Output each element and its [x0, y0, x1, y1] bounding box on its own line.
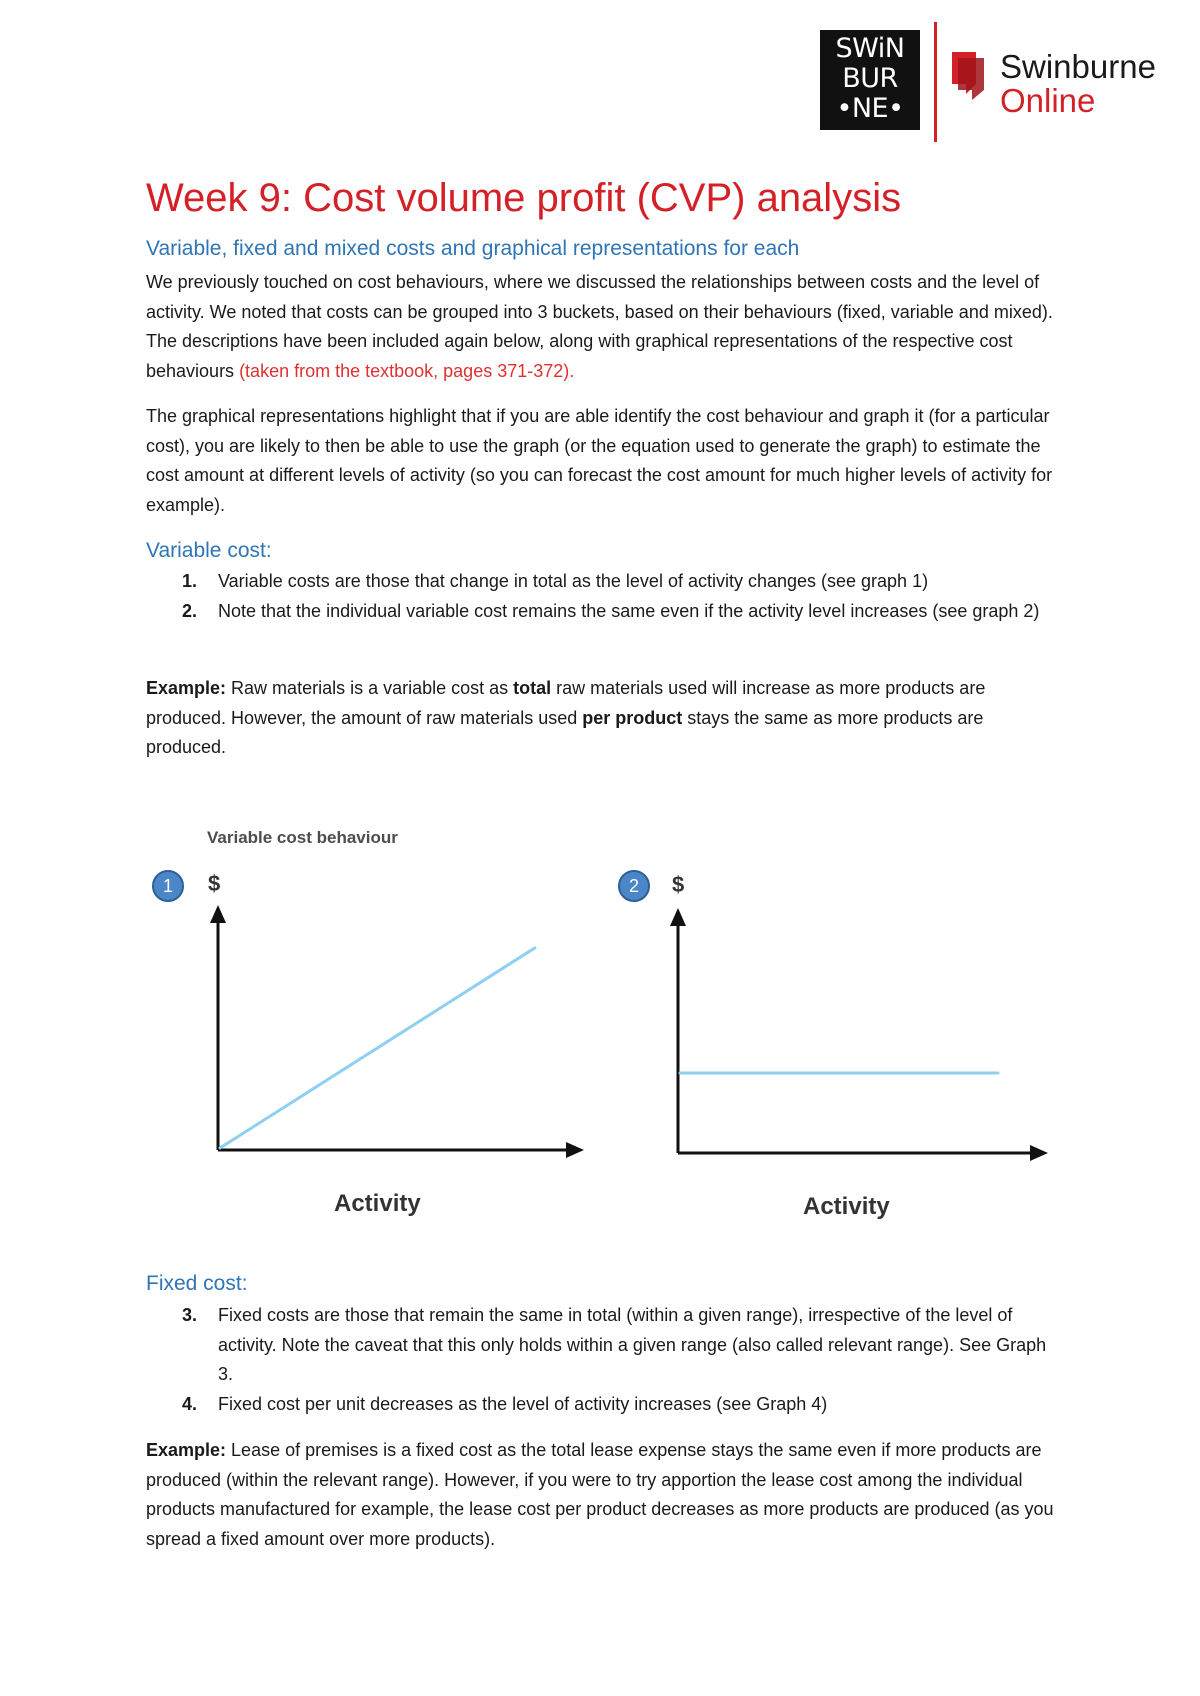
intro-paragraph: [146, 268, 1064, 386]
page-title: Week 9: Cost volume profit (CVP) analysis: [146, 176, 902, 220]
fixed-example-paragraph: [146, 1436, 1064, 1554]
graph-title: Variable cost behaviour: [207, 828, 398, 847]
variable-example-paragraph: [146, 674, 1064, 763]
example-text: raw materials used will increase as more products are produced. However, the amount of raw materials used: [146, 678, 986, 728]
list-text: Fixed costs are those that remain the same in total (within a given range), irrespective of the level of activity. Note the caveat that this only holds within a given range (also called relevant range). See Graph 3.: [218, 1305, 1047, 1384]
list-text: Variable costs are those that change in total as the level of activity changes (see graph 1): [218, 571, 929, 591]
logo-line-2: BUR: [842, 63, 898, 94]
graph-2-y-label: $: [672, 872, 685, 897]
example-label: Example:: [146, 678, 227, 698]
graph-2-chart: [660, 908, 1050, 1168]
example-text: Lease of premises is a fixed cost as the total lease expense stays the same even if more products are produced (within the relevant range). However, if you were to try apportion the lease cost among the individual products manufactured for example, the lease cost per product decreases as more products are produced (as you spread a fixed amount over more products).: [146, 1440, 1054, 1549]
graph-1-y-arrow: [210, 905, 226, 923]
variable-cost-list: [146, 567, 1064, 626]
page-subtitle: Variable, fixed and mixed costs and graphical representations for each: [146, 237, 800, 260]
list-item: [146, 597, 1064, 627]
graph-2-y-arrow: [670, 908, 686, 926]
graph-2-badge: 2: [618, 870, 650, 902]
graph-2-x-label: Activity: [803, 1193, 890, 1220]
list-number: 1.: [182, 571, 198, 591]
example-emphasis: total: [513, 678, 552, 698]
graph-1-badge: 1: [152, 870, 184, 902]
graph-1-x-label: Activity: [334, 1190, 421, 1217]
list-number: 4.: [182, 1393, 198, 1414]
list-item: [146, 1390, 1064, 1420]
list-item: [146, 567, 1064, 597]
graph-1-y-label: $: [208, 871, 221, 896]
list-number: 3.: [182, 1305, 198, 1325]
variable-cost-heading: Variable cost:: [146, 539, 272, 562]
graph-1-series-line: [220, 948, 535, 1148]
swinburne-online-icon: [946, 48, 990, 102]
fixed-cost-heading: Fixed cost:: [146, 1272, 248, 1295]
textbook-reference: (taken from the textbook, pages 371-372).: [239, 360, 575, 381]
list-text: Fixed cost per unit decreases as the level of activity increases (see Graph 4): [218, 1393, 828, 1414]
graph-1-x-arrow: [566, 1142, 584, 1158]
swinburne-logo: [820, 30, 920, 130]
graph-1-chart: [200, 905, 590, 1165]
graphical-note-paragraph: The graphical representations highlight that if you are able identify the cost behaviour and graph it (for a particular cost), you are likely to then be able to use the graph (or the equation used to generate the graph) to estimate the cost amount at different levels of activity (so you can forecast the cost amount for much higher levels of activity for example).: [146, 406, 1053, 515]
example-emphasis: per product: [582, 707, 683, 728]
fixed-cost-list: [146, 1301, 1064, 1419]
list-number: 2.: [182, 600, 198, 621]
graph-2-x-arrow: [1030, 1145, 1048, 1161]
example-text: stays the same as more products are produced.: [146, 707, 984, 757]
logo-divider: [934, 22, 937, 142]
logo-line-3: •NE•: [836, 93, 904, 124]
logo-line-1: SWiN: [835, 33, 905, 64]
example-text: Raw materials is a variable cost as: [226, 678, 514, 698]
brand-name: Swinburne: [1000, 48, 1156, 85]
list-item: [146, 1301, 1064, 1390]
example-label: Example:: [146, 1440, 227, 1460]
brand-subtitle: Online: [1000, 82, 1096, 119]
intro-text: We previously touched on cost behaviours, where we discussed the relationships between costs and the level of activity. We noted that costs can be grouped into 3 buckets, based on their behaviours (fixed, variable and mixed). The descriptions have been included again below, along with graphical representations of the respective cost behaviours: [146, 272, 1053, 381]
list-text: Note that the individual variable cost remains the same even if the activity level increases (see graph 2): [218, 600, 1040, 621]
